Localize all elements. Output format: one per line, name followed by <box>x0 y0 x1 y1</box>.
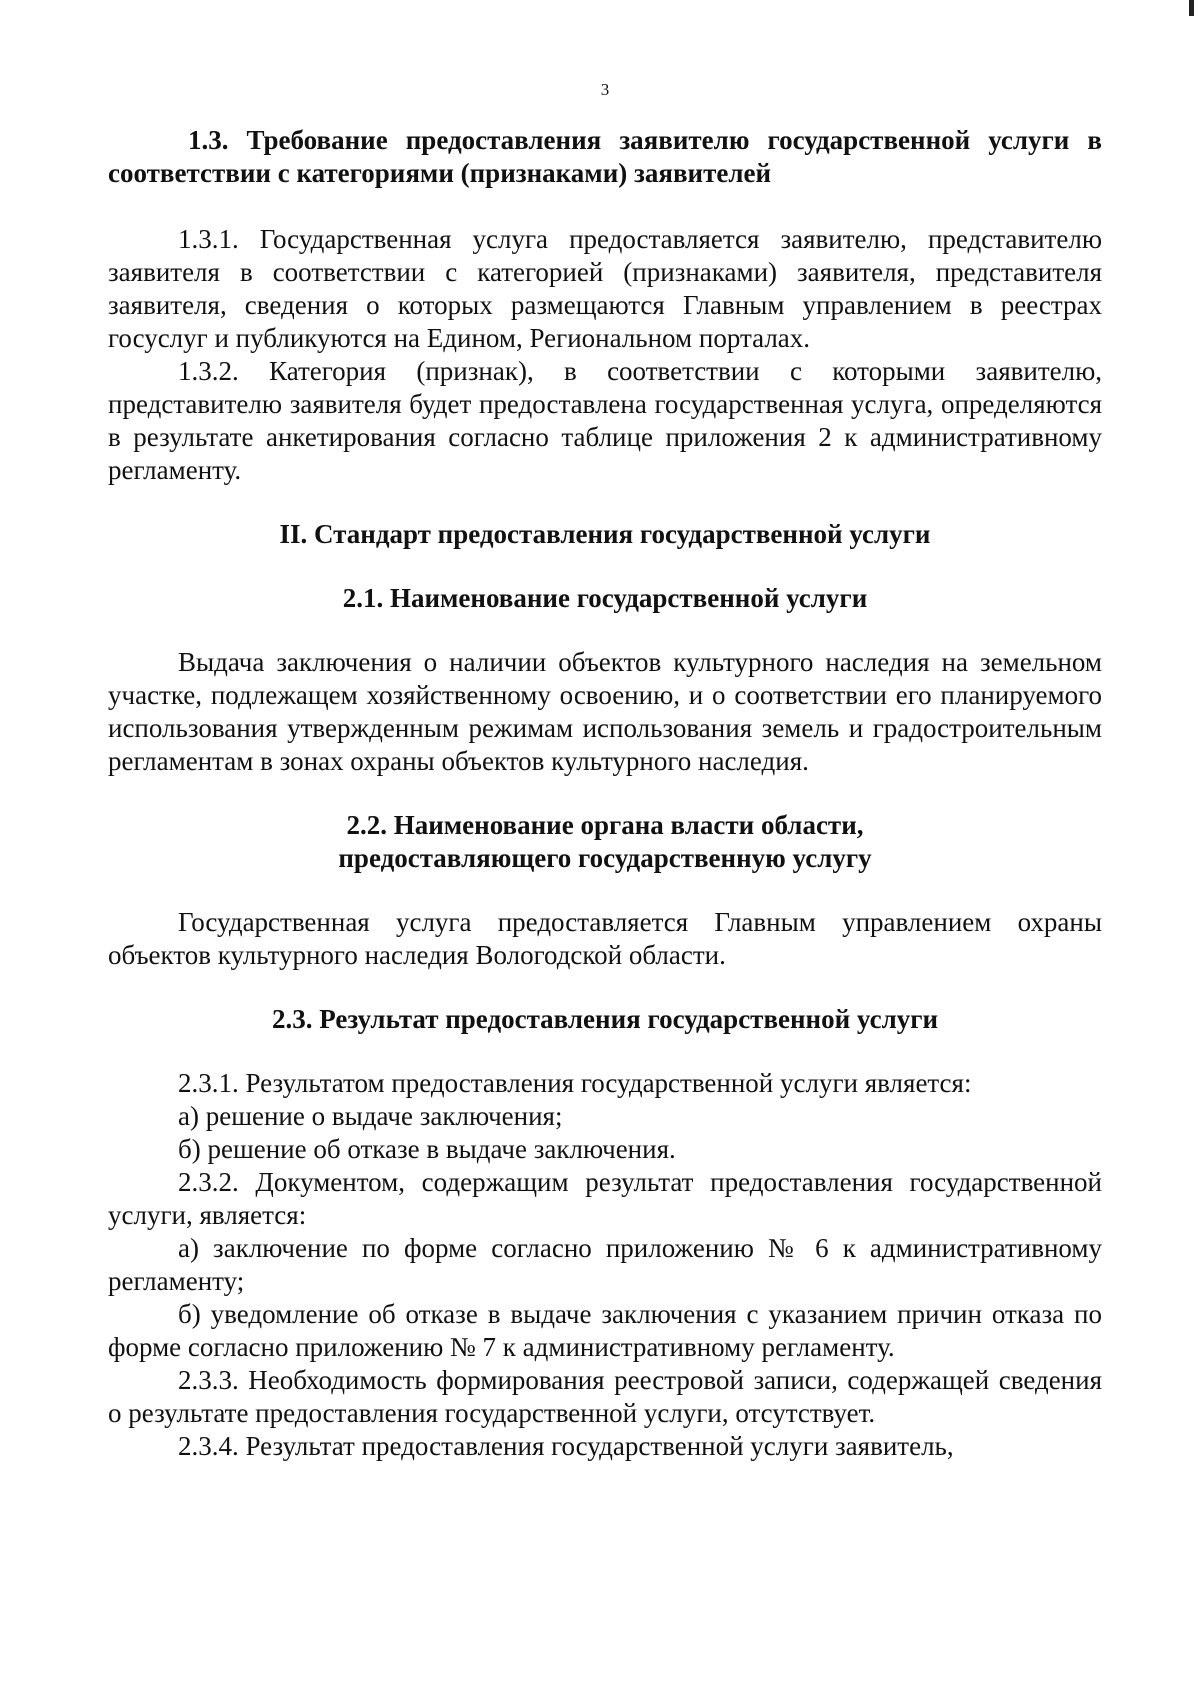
spacer <box>108 487 1102 518</box>
spacer <box>108 972 1102 1003</box>
spacer <box>108 190 1102 223</box>
section-2-heading: II. Стандарт предоставления государственной услуги <box>279 519 931 549</box>
paragraph-2-3-3: 2.3.3. Необходимость формирования реестровой записи, содержащей сведения о результате предоставления государственной услуги, отсутствует. <box>108 1365 1102 1428</box>
paragraph-2-1: Выдача заключения о наличии объектов культурного наследия на земельном участке, подлежащем хозяйственному освоению, и о соответствии его планируемого использования утвержденным режимам использования земель и градостроительным регламентам в зонах охраны объектов культурного наследия. <box>108 647 1102 776</box>
spacer <box>108 551 1102 582</box>
list-item-b-notification: б) уведомление об отказе в выдаче заключения с указанием причин отказа по форме согласно приложению № 7 к административному регламенту. <box>108 1299 1102 1362</box>
document-page <box>108 0 1102 1695</box>
spacer <box>108 1036 1102 1067</box>
section-2-1-heading: 2.1. Наименование государственной услуги <box>342 583 868 613</box>
paragraph-2-2: Государственная услуга предоставляется Главным управлением охраны объектов культурного наследия Вологодской области. <box>108 907 1102 970</box>
document-content <box>108 124 1102 1463</box>
paragraph-2-3-4: 2.3.4. Результат предоставления государственной услуги заявитель, <box>178 1431 954 1461</box>
section-2-3-heading: 2.3. Результат предоставления государственной услуги <box>271 1004 939 1034</box>
spacer <box>108 615 1102 646</box>
paragraph-1-3-1: 1.3.1. Государственная услуга предоставляется заявителю, представителю заявителя в соответствии с категорией (признаками) заявителя, представителя заявителя, сведения о которых размещаются Главным управлением в реестрах госуслуг и публикуются на Едином, Региональном порталах. <box>108 224 1102 353</box>
paragraph-2-3-2: 2.3.2. Документом, содержащим результат предоставления государственной услуги, является: <box>108 1167 1102 1230</box>
section-1-3-heading: 1.3. Требование предоставления заявителю государственной услуги в соответствии с категориями (признаками) заявителей <box>108 125 1102 188</box>
scan-corner-mark <box>1189 0 1194 16</box>
list-item-a-decision: а) решение о выдаче заключения; <box>178 1101 563 1131</box>
paragraph-1-3-2: 1.3.2. Категория (признак), в соответствии с которыми заявителю, представителю заявителя будет предоставлена государственная услуга, определяются в результате анкетирования согласно таблице приложения 2 к административному регламенту. <box>108 356 1102 485</box>
list-item-b-refusal: б) решение об отказе в выдаче заключения. <box>178 1134 676 1164</box>
page-number: 3 <box>600 80 610 99</box>
list-item-a-conclusion: а) заключение по форме согласно приложению № 6 к административному регламенту; <box>108 1233 1102 1296</box>
paragraph-2-3-1: 2.3.1. Результатом предоставления государственной услуги является: <box>178 1068 972 1098</box>
section-2-2-heading-line-1: 2.2. Наименование органа власти области, <box>346 810 864 840</box>
spacer <box>108 778 1102 809</box>
spacer <box>108 875 1102 906</box>
section-2-2-heading-line-2: предоставляющего государственную услугу <box>338 843 872 873</box>
